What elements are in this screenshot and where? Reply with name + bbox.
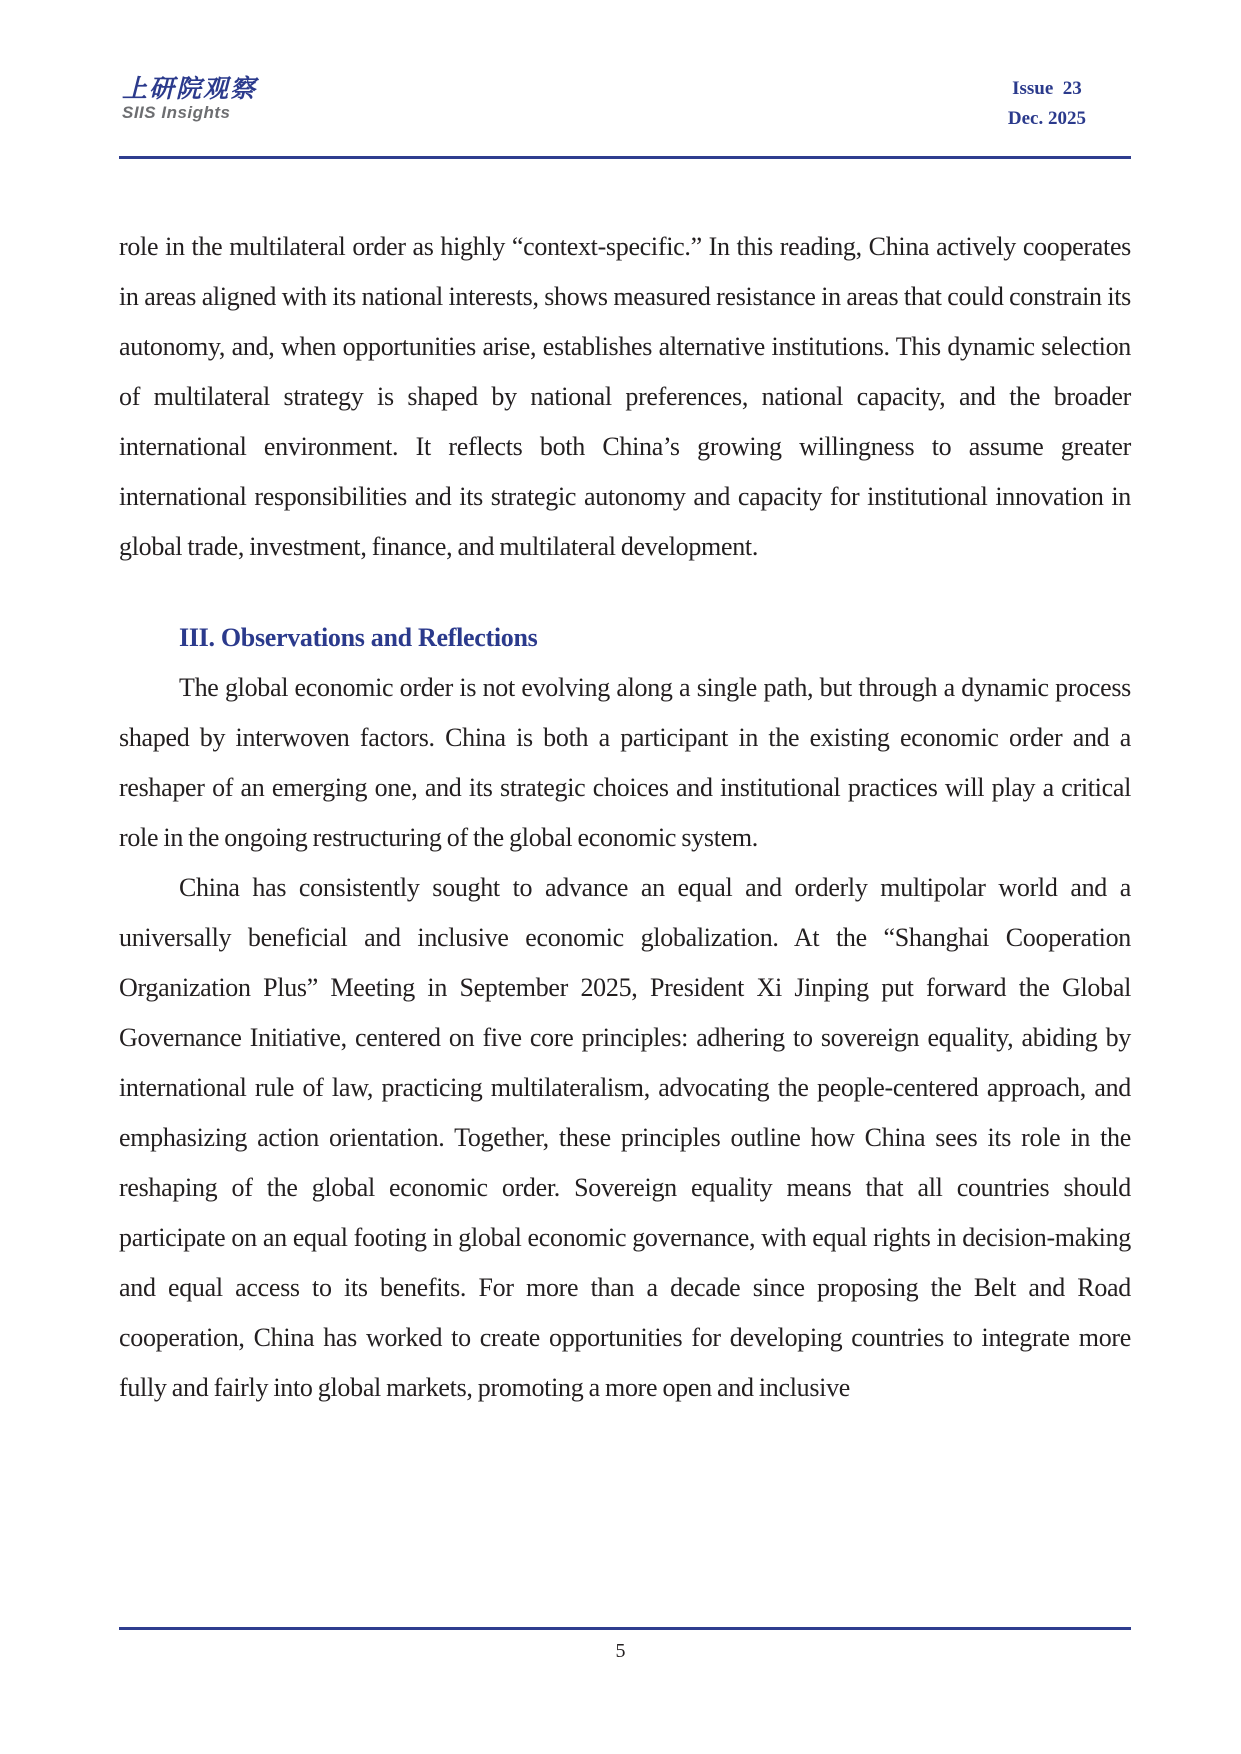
issue-info [1008,74,1086,134]
page-number: 5 [615,1640,626,1662]
header-divider [119,156,1131,159]
publication-logo [122,75,257,123]
body-paragraph: role in the multilateral order as highly “context-specific.” In this reading, China actively cooperates in areas aligned with its national interests, shows measured resistance in areas that could constrain its autonomy, and, when opportunities arise, establishes alternative institutions. This dynamic selection of multilateral strategy is shaped by national preferences, national capacity, and the broader international environment. It reflects both China’s growing willingness to assume greater international responsibilities and its strategic autonomy and capacity for institutional innovation in global trade, investment, finance, and multilateral development. [119,232,1131,561]
body-paragraph: The global economic order is not evolving along a single path, but through a dynamic process shaped by interwoven factors. China is both a participant in the existing economic order and a reshaper of an emerging one, and its strategic choices and institutional practices will play a critical role in the ongoing restructuring of the global economic system. [119,673,1131,852]
logo-english-title: SIIS Insights [122,103,231,122]
footer-divider [119,1627,1131,1630]
page-body [119,222,1131,1413]
section-heading: III. Observations and Reflections [179,623,538,652]
issue-number: Issue 23 [1012,78,1082,99]
issue-date: Dec. 2025 [1007,108,1086,129]
logo-chinese-title: 上研院观察 [122,74,258,103]
body-paragraph: China has consistently sought to advance an equal and orderly multipolar world and a universally beneficial and inclusive economic globalization. At the “Shanghai Cooperation Organization Plus” Meeting in September 2025, President Xi Jinping put forward the Global Governance Initiative, centered on five core principles: adhering to sovereign equality, abiding by international rule of law, practicing multilateralism, advocating the people-centered approach, and emphasizing action orientation. Together, these principles outline how China sees its role in the reshaping of the global economic order. Sovereign equality means that all countries should participate on an equal footing in global economic governance, with equal rights in decision-making and equal access to its benefits. For more than a decade since proposing the Belt and Road cooperation, China has worked to create opportunities for developing countries to integrate more fully and fairly into global markets, promoting a more open and inclusive [119,873,1131,1402]
